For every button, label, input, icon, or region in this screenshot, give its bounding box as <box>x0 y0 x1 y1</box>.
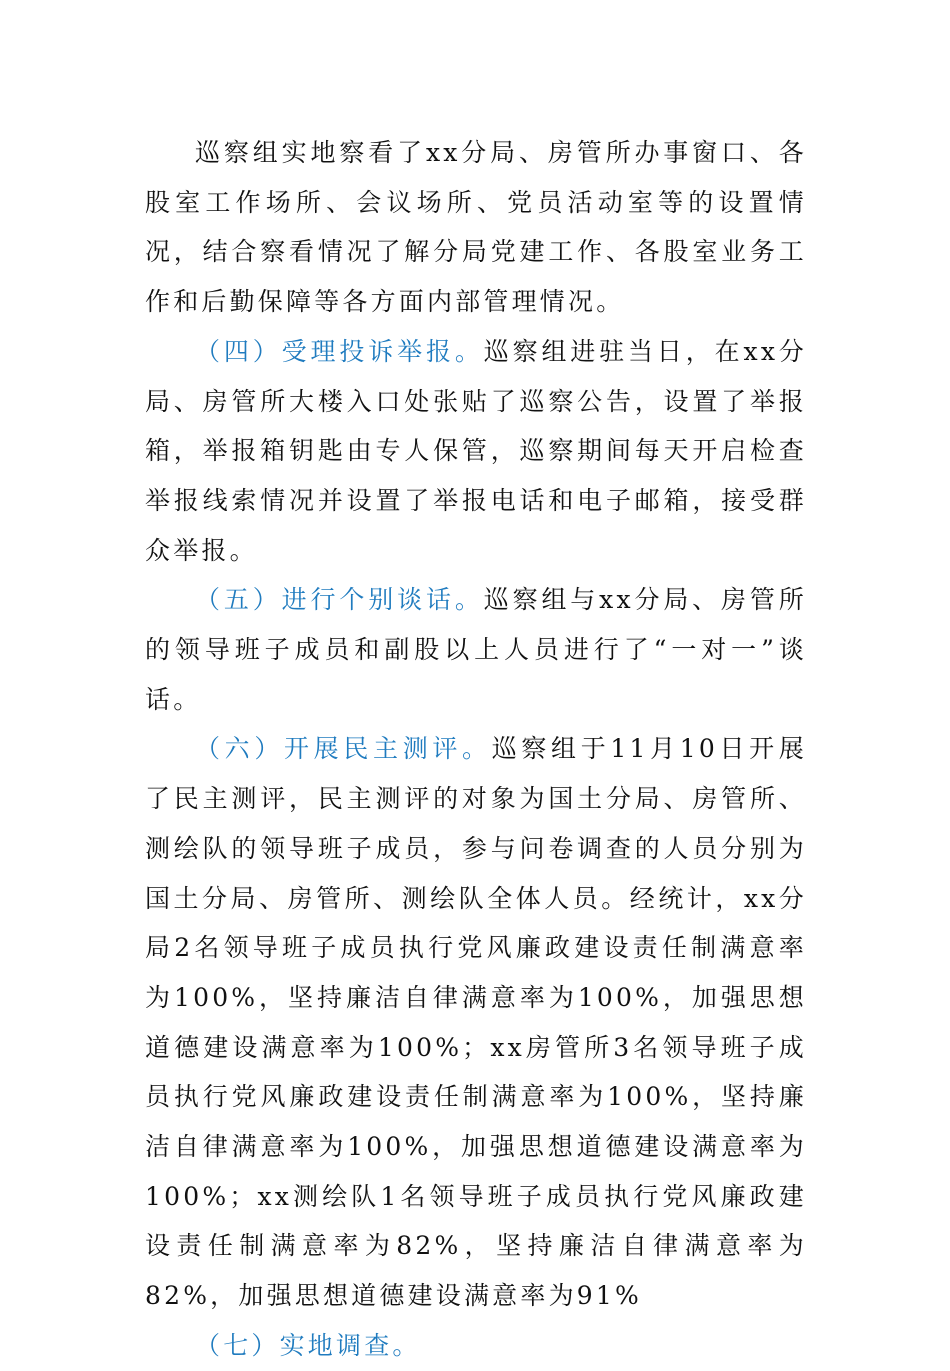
section-heading-evaluation: （六）开展民主测评。 <box>195 734 492 764</box>
section-heading-complaints: （四）受理投诉举报。 <box>195 336 484 366</box>
paragraph-inspection-visit <box>145 128 807 327</box>
section-heading-field-survey: （七）实地调查。 <box>195 1330 421 1360</box>
paragraph-text: 巡察组进驻当日，在xx分局、房管所大楼入口处张贴了巡察公告，设置了举报箱，举报箱钥匙由专人保管，巡察期间每天开启检查举报线索情况并设置了举报电话和电子邮箱，接受群众举报。 <box>145 336 807 565</box>
paragraph-interviews <box>145 575 807 724</box>
paragraph-field-survey <box>145 1321 807 1371</box>
paragraph-text: 巡察组与xx分局、房管所的领导班子成员和副股以上人员进行了“一对一”谈话。 <box>145 585 807 714</box>
paragraph-text: 巡察组实地察看了xx分局、房管所办事窗口、各股室工作场所、会议场所、党员活动室等的设置情况，结合察看情况了解分局党建工作、各股室业务工作和后勤保障等各方面内部管理情况。 <box>145 138 807 317</box>
paragraph-complaints <box>145 327 807 576</box>
document-body <box>145 128 807 1371</box>
paragraph-evaluation <box>145 724 807 1320</box>
section-heading-interviews: （五）进行个别谈话。 <box>195 585 484 615</box>
paragraph-text: 巡察组于11月10日开展了民主测评，民主测评的对象为国土分局、房管所、测绘队的领导班子成员，参与问卷调查的人员分别为国土分局、房管所、测绘队全体人员。经统计，xx分局2名领导班子成员执行党风廉政建设责任制满意率为100%，坚持廉洁自律满意率为100%，加强思想道德建设满意率为100%；xx房管所3名领导班子成员执行党风廉政建设责任制满意率为100%，坚持廉洁自律满意率为100%，加强思想道德建设满意率为100%；xx测绘队1名领导班子成员执行党风廉政建设责任制满意率为82%，坚持廉洁自律满意率为82%，加强思想道德建设满意率为91% <box>145 734 807 1311</box>
